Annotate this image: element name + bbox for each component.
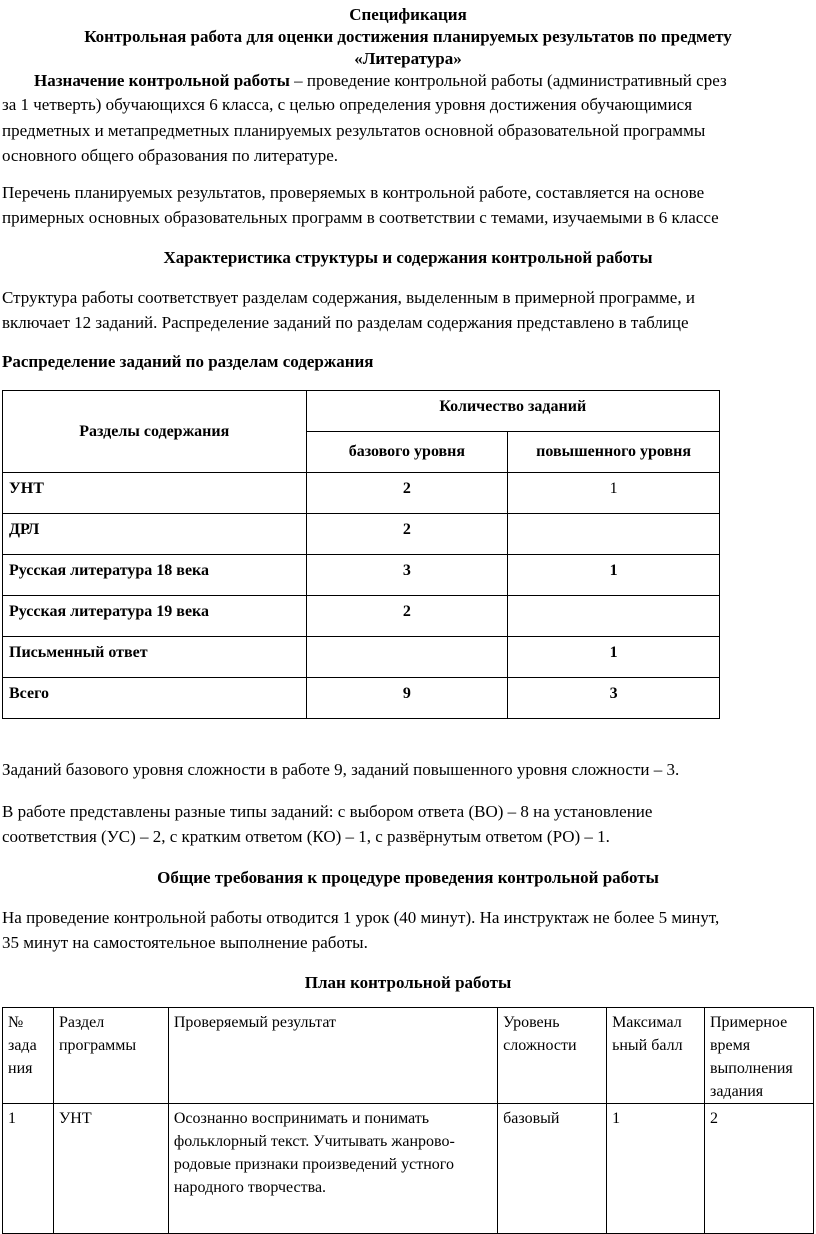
col-level-header: Уровень сложности	[498, 1008, 607, 1104]
summary-types-line2: соответствия (УС) – 2, с кратким ответом (КО) – 1, с развёрнутым ответом (РО) – 1.	[2, 827, 610, 846]
basic-cell: 2	[306, 596, 508, 637]
col-result-header: Проверяемый результат	[168, 1008, 497, 1104]
doc-subtitle-line2: «Литература»	[354, 49, 462, 68]
purpose-line3: предметных и метапредметных планируемых результатов основной образовательной программы	[2, 121, 706, 140]
doc-title: Спецификация	[349, 5, 467, 24]
time-cell: 2	[705, 1104, 814, 1234]
basic-cell: 3	[306, 555, 508, 596]
purpose-line1	[34, 68, 816, 94]
procedure-heading: Общие требования к процедуре проведения контрольной работы	[157, 868, 659, 887]
procedure-line2: 35 минут на самостоятельное выполнение работы.	[2, 933, 368, 952]
section-cell: Письменный ответ	[3, 637, 307, 678]
advanced-cell: 3	[508, 678, 720, 719]
purpose-text: – проведение контрольной работы (административный срез	[289, 71, 727, 90]
advanced-cell: 1	[508, 473, 720, 514]
table-row	[3, 1104, 814, 1234]
basic-cell: 2	[306, 514, 508, 555]
basic-cell	[306, 637, 508, 678]
summary-types-line1: В работе представлены разные типы заданий: с выбором ответа (ВО) – 8 на установление	[2, 802, 653, 821]
col-num-header: № зада ния	[3, 1008, 54, 1104]
purpose-line2: за 1 четверть) обучающихся 6 класса, с целью определения уровня достижения обучающимися	[2, 95, 693, 114]
plan-heading: План контрольной работы	[304, 973, 512, 992]
results-line2: примерных основных образовательных программ в соответствии с темами, изучаемыми в 6 классе	[2, 208, 719, 227]
table-row	[3, 514, 720, 555]
section-cell: УНТ	[3, 473, 307, 514]
col-max-header: Максимал ьный балл	[607, 1008, 705, 1104]
doc-subtitle-line1: Контрольная работа для оценки достижения планируемых результатов по предмету	[84, 27, 732, 46]
section-cell: Русская литература 18 века	[3, 555, 307, 596]
col-basic-header: базового уровня	[306, 432, 508, 473]
table-row	[3, 637, 720, 678]
structure-line1: Структура работы соответствует разделам содержания, выделенным в примерной программе, и	[2, 288, 695, 307]
structure-line2: включает 12 заданий. Распределение заданий по разделам содержания представлено в таблице	[2, 313, 689, 332]
section-cell: Русская литература 19 века	[3, 596, 307, 637]
section-cell: Всего	[3, 678, 307, 719]
table-row	[3, 555, 720, 596]
advanced-cell: 1	[508, 555, 720, 596]
basic-cell: 2	[306, 473, 508, 514]
procedure-line1: На проведение контрольной работы отводится 1 урок (40 минут). На инструктаж не более 5 минут,	[2, 908, 720, 927]
structure-heading: Характеристика структуры и содержания контрольной работы	[163, 248, 653, 267]
purpose-label: Назначение контрольной работы	[34, 71, 290, 90]
col-count-header: Количество заданий	[306, 391, 719, 432]
plan-table	[2, 1007, 814, 1234]
max-cell: 1	[607, 1104, 705, 1234]
col-time-header: Примерное время выполнения задания	[705, 1008, 814, 1104]
distribution-heading: Распределение заданий по разделам содержания	[2, 352, 374, 371]
results-line1: Перечень планируемых результатов, проверяемых в контрольной работе, составляется на основе	[2, 183, 705, 202]
result-cell: Осознанно воспринимать и понимать фольклорный текст. Учитывать жанрово-родовые признаки произведений устного народного творчества.	[168, 1104, 497, 1234]
basic-cell: 9	[306, 678, 508, 719]
advanced-cell	[508, 596, 720, 637]
level-cell: базовый	[498, 1104, 607, 1234]
section-cell: ДРЛ	[3, 514, 307, 555]
plan-header-row	[3, 1008, 814, 1104]
col-advanced-header: повышенного уровня	[508, 432, 720, 473]
distribution-table	[2, 390, 720, 719]
table-row-total	[3, 678, 720, 719]
section-cell: УНТ	[53, 1104, 168, 1234]
table-row	[3, 473, 720, 514]
advanced-cell	[508, 514, 720, 555]
table-row	[3, 596, 720, 637]
summary-levels: Заданий базового уровня сложности в работе 9, заданий повышенного уровня сложности – 3.	[2, 760, 680, 779]
advanced-cell: 1	[508, 637, 720, 678]
col-sections-header: Разделы содержания	[3, 391, 307, 473]
distribution-header-row	[3, 391, 720, 432]
num-cell: 1	[3, 1104, 54, 1234]
col-section-header: Раздел программы	[53, 1008, 168, 1104]
purpose-line4: основного общего образования по литературе.	[2, 146, 339, 165]
